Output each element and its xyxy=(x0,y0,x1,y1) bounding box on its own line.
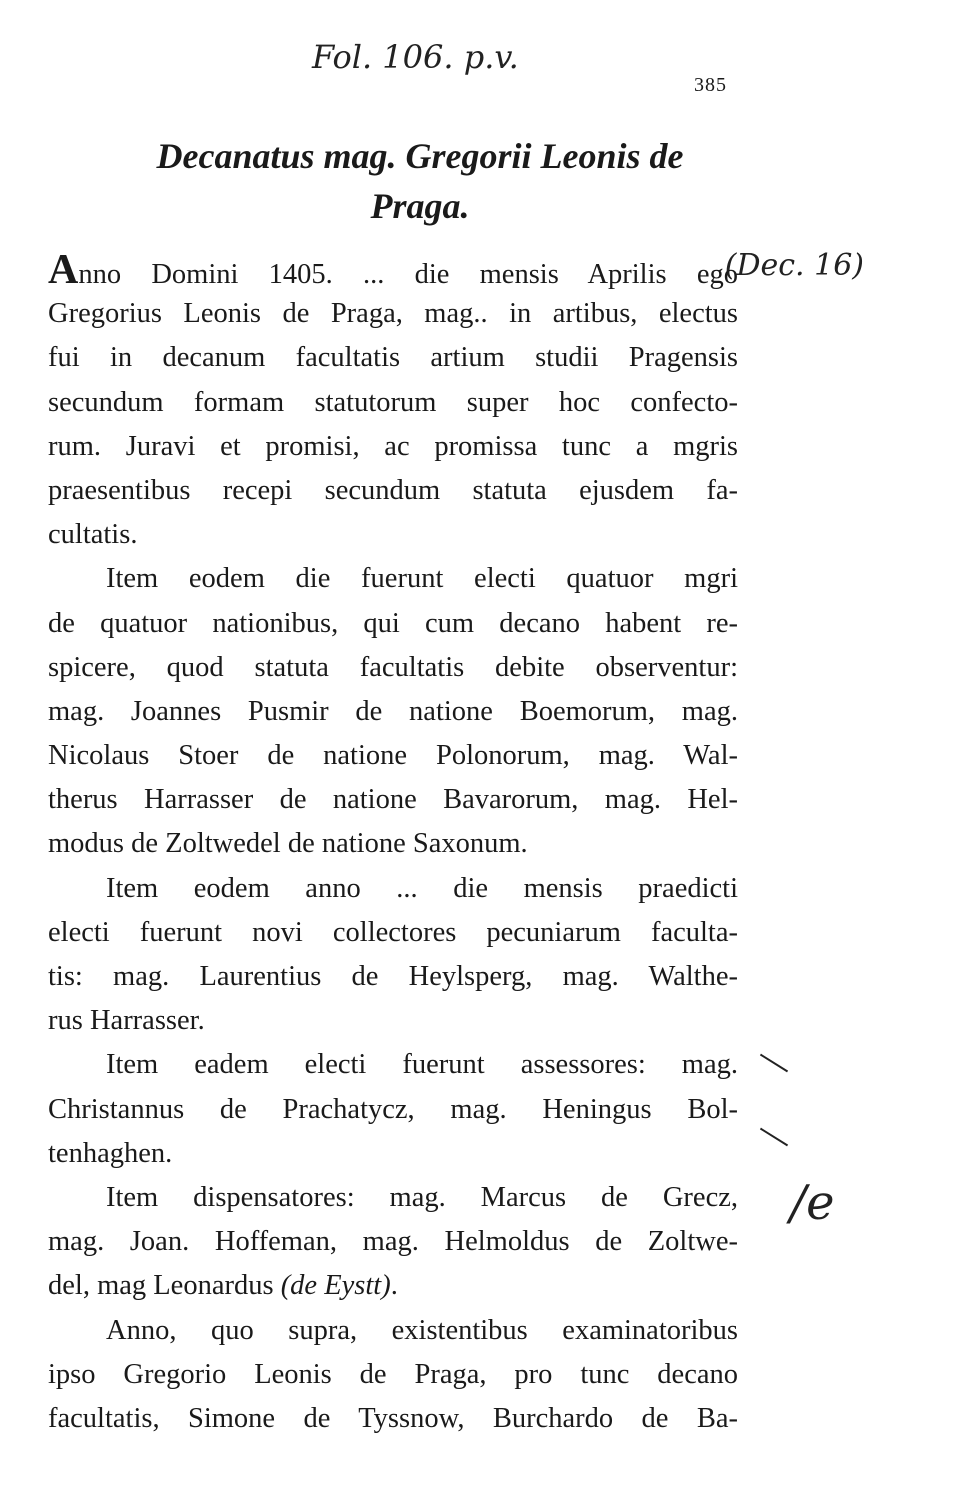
text-line: Christannus de Prachatycz, mag. Heningus Bol- xyxy=(48,1093,738,1125)
text-line: tis: mag. Laurentius de Heylsperg, mag. Walthe- xyxy=(48,961,738,992)
chapter-title-line-2: Praga. xyxy=(370,186,470,226)
text-line: Anno, quo supra, existentibus examinatoribus xyxy=(106,1314,738,1346)
text-line: Item eadem electi fuerunt assessores: mag. xyxy=(106,1049,738,1081)
text-line: mag. Joannes Pusmir de natione Boemorum, mag. xyxy=(48,695,738,727)
text-line: cultatis. xyxy=(48,519,138,551)
handwritten-margin-correction: /e xyxy=(790,1175,835,1231)
text-line: modus de Zoltwedel de natione Saxonum. xyxy=(48,828,528,860)
italic-fragment: (de Eystt) xyxy=(280,1270,391,1302)
text-line: spicere, quod statuta facultatis debite observentur: xyxy=(48,651,738,683)
text-line: Item eodem die fuerunt electi quatuor mgri xyxy=(106,563,738,595)
text-line: tenhaghen. xyxy=(48,1137,173,1169)
handwritten-margin-note: (Dec. 16) xyxy=(724,248,864,283)
page-number: 385 xyxy=(694,74,727,96)
margin-tick-mark xyxy=(760,1128,788,1147)
text-line: rus Harrasser. xyxy=(48,1005,205,1037)
text-line: Anno Domini 1405. ... die mensis Aprilis ego xyxy=(48,247,738,293)
drop-cap: A xyxy=(48,247,79,293)
text-line: Item eodem anno ... die mensis praedicti xyxy=(106,872,738,904)
text-line: ipso Gregorio Leonis de Praga, pro tunc decano xyxy=(48,1358,738,1390)
text-line: Gregorius Leonis de Praga, mag.. in artibus, electus xyxy=(48,298,738,330)
handwritten-folio-note: Fol. 106. p.v. xyxy=(312,38,519,76)
text-line: secundum formam statutorum super hoc confecto- xyxy=(48,386,738,418)
chapter-title-line-1: Decanatus mag. Gregorii Leonis de xyxy=(156,136,684,176)
text-line: Item dispensatores: mag. Marcus de Grecz, xyxy=(106,1181,738,1213)
text-line: therus Harrasser de natione Bavarorum, mag. Hel- xyxy=(48,784,738,816)
text-line: mag. Joan. Hoffeman, mag. Helmoldus de Zoltwe- xyxy=(48,1226,738,1258)
text-line: rum. Juravi et promisi, ac promissa tunc a mgris xyxy=(48,430,738,462)
margin-tick-mark xyxy=(760,1054,788,1073)
body-text xyxy=(48,248,738,1441)
text-line: electi fuerunt novi collectores pecuniarum faculta- xyxy=(48,916,738,948)
text-line: praesentibus recepi secundum statuta ejusdem fa- xyxy=(48,474,738,506)
text-line: fui in decanum facultatis artium studii Pragensis xyxy=(48,342,738,374)
text-line: facultatis, Simone de Tyssnow, Burchardo de Ba- xyxy=(48,1402,738,1434)
text-line: de quatuor nationibus, qui cum decano habent re- xyxy=(48,607,738,639)
text-line: Nicolaus Stoer de natione Polonorum, mag. Wal- xyxy=(48,740,738,772)
text-line: del, mag Leonardus (de Eystt). xyxy=(48,1270,398,1302)
